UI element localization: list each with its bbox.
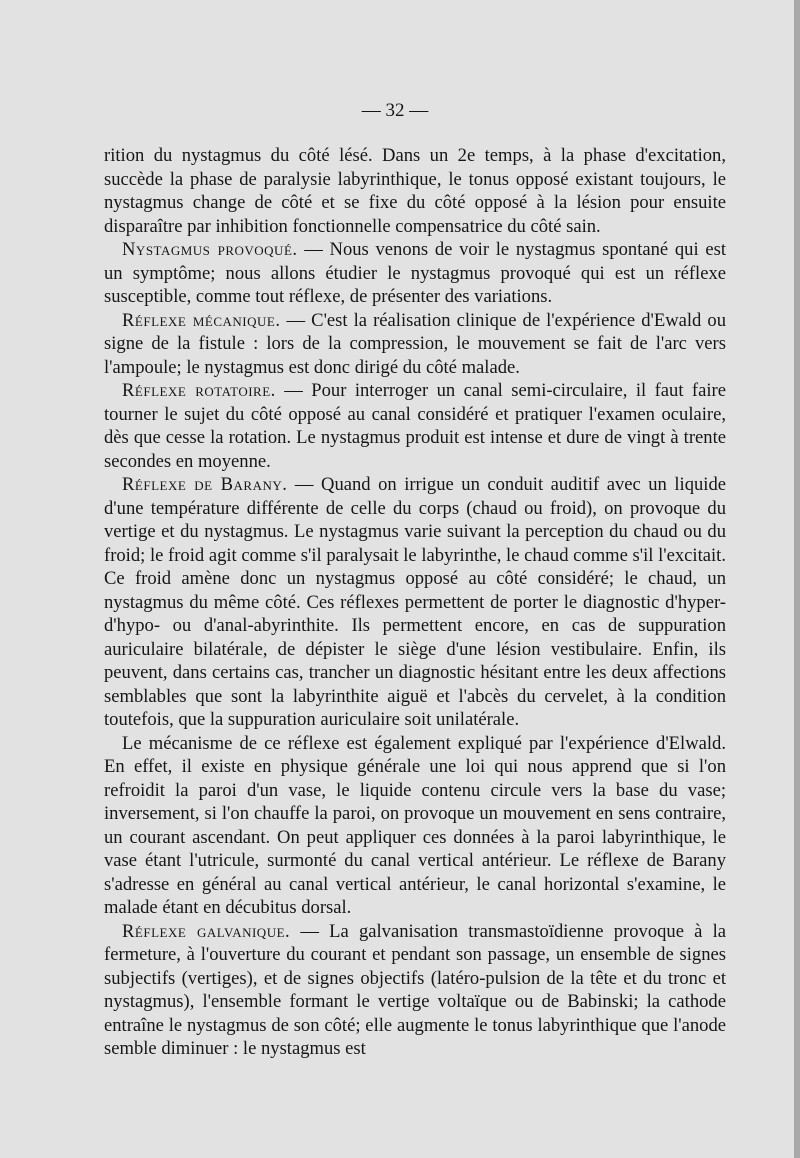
paragraph-nystagmus-provoque: [104, 238, 726, 309]
paragraph-reflexe-barany: [104, 473, 726, 732]
paragraph-text: — La galvanisation transmastoïdienne provoque à la fermeture, à l'ouverture du courant et pendant son passage, un ensemble de signes subjectifs (vertiges), et de signes objectifs (latéro-pulsion de la tête et du tronc et nystagmus), l'ensemble formant le vertige voltaïque ou de Babinski; la cathode entraîne le nystagmus de son côté; elle augmente le tonus labyrinthique que l'anode semble diminuer : le nystagmus est: [104, 920, 727, 1059]
body-text: [104, 144, 726, 1061]
section-heading: Réflexe mécanique.: [122, 309, 281, 331]
page-number: — 32 —: [361, 100, 429, 121]
paragraph-text: — Pour interroger un canal semi-circulaire, il faut faire tourner le sujet du côté opposé au canal considéré et pratiquer l'examen oculaire, dès que cesse la rotation. Le nystagmus produit est intense et dure de vingt à trente secondes en moyenne.: [104, 380, 726, 472]
paragraph-text: rition du nystagmus du côté lésé. Dans un 2e temps, à la phase d'excitation, succède la phase de paralysie labyrinthique, le tonus opposé existant toujours, le nystagmus change de côté et se fixe du côté opposé à la lésion pour ensuite disparaître par inhibition fonctionnelle compensatrice du côté sain.: [104, 145, 726, 237]
paragraph-reflexe-mecanique: [104, 309, 726, 380]
section-heading: Nystagmus provoqué.: [122, 239, 298, 260]
section-heading: Réflexe rotatoire.: [122, 380, 276, 401]
paragraph-reflexe-galvanique: [104, 920, 726, 1061]
section-heading: Réflexe de Barany.: [122, 474, 288, 495]
paragraph-text: Le mécanisme de ce réflexe est également expliqué par l'expérience d'Elwald. En effet, il existe en physique générale une loi qui nous apprend que si l'on refroidit la paroi d'un vase, le liquide contenu circule vers la base du vase; inversement, si l'on chauffe la paroi, on provoque un mouvement en sens contraire, un courant ascendant. On peut appliquer ces données à la paroi labyrinthique, le vase étant l'utricule, surmonté du canal vertical antérieur. Le réflexe de Barany s'adresse en général au canal vertical antérieur, le canal horizontal s'examine, le malade étant en décubitus dorsal.: [104, 732, 726, 918]
paragraph-text: — C'est la réalisation clinique de l'expérience d'Ewald ou signe de la fistule : lors de la compression, le mouvement se fait de l'arc vers l'ampoule; le nystagmus est donc dirigé du côté malade.: [104, 309, 726, 378]
paragraph-mecanisme: [104, 732, 726, 920]
section-heading: Réflexe galvanique.: [122, 920, 291, 942]
paragraph-text: — Nous venons de voir le nystagmus spontané qui est un symptôme; nous allons étudier le nystagmus provoqué qui est un réflexe susceptible, comme tout réflexe, de présenter des variations.: [104, 239, 726, 307]
paragraph-continuation: [104, 144, 726, 238]
paragraph-text: — Quand on irrigue un conduit auditif avec un liquide d'une température différente de celle du corps (chaud ou froid), on provoque du vertige et du nystagmus. Le nystagmus varie suivant la perception du chaud ou du froid; le froid agit comme s'il paralysait le labyrinthe, le chaud comme s'il l'excitait. Ce froid amène donc un nystagmus opposé au côté considéré; le chaud, un nystagmus du même côté. Ces réflexes permettent de porter le diagnostic d'hyper- d'hypo- ou d'anal-abyrinthite. Ils permettent encore, en cas de suppuration auriculaire bilatérale, de dépister le siège d'une lésion vestibulaire. Enfin, ils peuvent, dans certains cas, trancher un diagnostic hésitant entre les deux affections semblables que sont la labyrinthite aiguë et l'abcès du cervelet, à la condition toutefois, que la suppuration auriculaire soit unilatérale.: [104, 474, 726, 730]
paragraph-reflexe-rotatoire: [104, 379, 726, 473]
